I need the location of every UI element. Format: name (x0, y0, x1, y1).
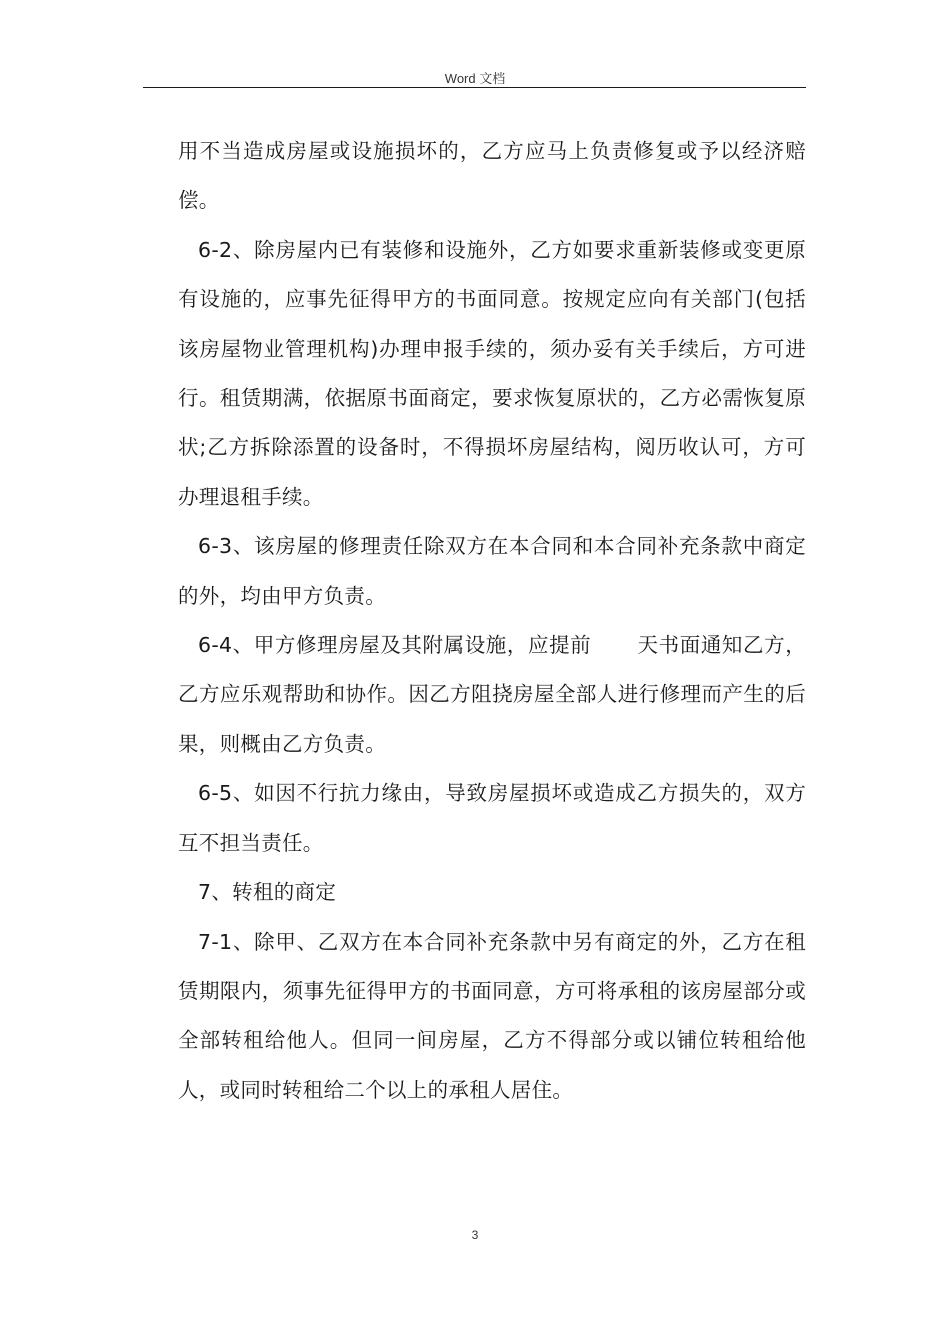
document-body (178, 127, 806, 1115)
page-number: 3 (471, 1228, 479, 1242)
paragraph-6-3: 6-3、该房屋的修理责任除双方在本合同和本合同补充条款中商定的外，均由甲方负责。 (178, 534, 806, 608)
header-divider (143, 87, 806, 88)
paragraph-7-1: 7-1、除甲、乙双方在本合同补充条款中另有商定的外，乙方在租赁期限内，须事先征得甲方的书面同意，方可将承租的该房屋部分或全部转租给他人。但同一间房屋，乙方不得部分或以铺位转租给他人，或同时转租给二个以上的承租人居住。 (178, 929, 806, 1102)
paragraph-6-4 (178, 621, 806, 769)
paragraph-6-1-continued: 用不当造成房屋或设施损坏的，乙方应马上负责修复或予以经济赔偿。 (178, 139, 806, 213)
document-header-title: Word 文档 (444, 71, 506, 86)
section-7-heading: 7、转租的商定 (198, 880, 337, 905)
paragraph-6-5: 6-5、如因不行抗力缘由，导致房屋损坏或造成乙方损失的，双方互不担当责任。 (178, 781, 806, 855)
paragraph-6-4-after-blank: 天书面通知乙方，乙方应乐观帮助和协作。因乙方阻挠房屋全部人进行修理而产生的后果，则概由乙方负责。 (178, 633, 806, 756)
paragraph-6-2: 6-2、除房屋内已有装修和设施外，乙方如要求重新装修或变更原有设施的，应事先征得甲方的书面同意。按规定应向有关部门(包括该房屋物业管理机构)办理申报手续的，须办妥有关手续后，方可进行。租赁期满，依据原书面商定，要求恢复原状的，乙方必需恢复原状;乙方拆除添置的设备时，不得损坏房屋结构，阅历收认可，方可办理退租手续。 (178, 237, 806, 509)
paragraph-6-4-before-blank: 6-4、甲方修理房屋及其附属设施，应提前 (198, 633, 592, 658)
